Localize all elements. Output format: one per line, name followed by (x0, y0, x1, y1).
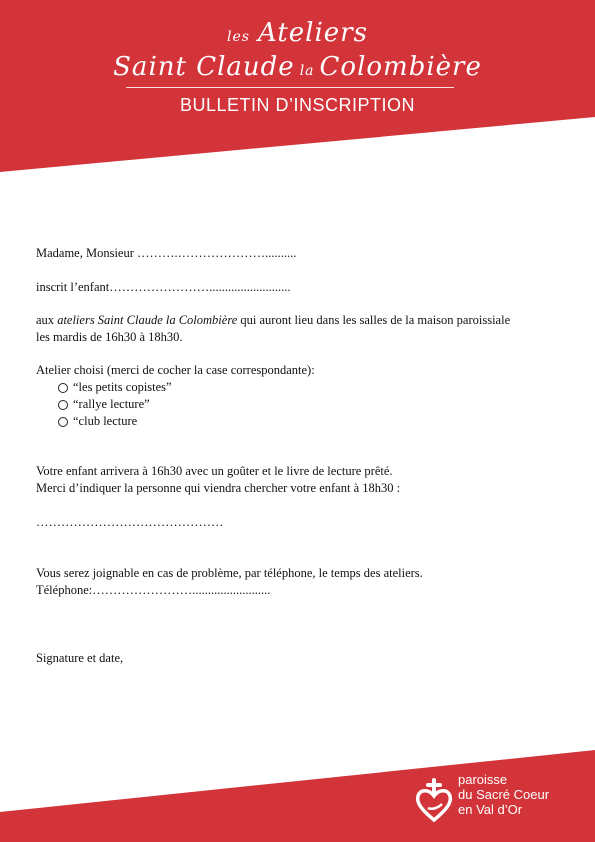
pickup-person-field[interactable]: ……………………………………… (36, 515, 224, 529)
option-rallye-lecture[interactable] (58, 396, 566, 413)
child-field-line[interactable]: inscrit l’enfant…………………….......................... (36, 280, 291, 294)
header-subtitle: BULLETIN D’INSCRIPTION (179, 95, 416, 115)
aux-line2: les mardis de 16h30 à 18h30. (36, 330, 183, 344)
workshop-info-paragraph (36, 312, 566, 346)
checkbox-circle-icon[interactable] (58, 400, 68, 410)
arrive-line2: Merci d’indiquer la personne qui viendra chercher votre enfant à 18h30 : (36, 481, 401, 495)
header-divider (126, 87, 454, 88)
atelier-choice-section (36, 362, 566, 430)
header-les: les (227, 29, 250, 45)
header-title-line2 (0, 52, 595, 82)
signature-line[interactable]: Signature et date, (36, 651, 124, 665)
header-title-line1 (0, 18, 595, 48)
parish-line1: paroisse (458, 772, 508, 787)
parish-name (458, 772, 549, 817)
arrive-line1: Votre enfant arrivera à 16h30 avec un goûter et le livre de lecture prêté. (36, 464, 393, 478)
aux-suffix: qui auront lieu dans les salles de la maison paroissiale (237, 313, 511, 327)
header-saint-claude: Saint Claude (113, 52, 295, 82)
cross-heart-icon (414, 776, 454, 824)
phone-line1: Vous serez joignable en cas de problème, par téléphone, le temps des ateliers. (36, 566, 423, 580)
option-label: “les petits copistes” (73, 380, 172, 394)
aux-prefix: aux (36, 313, 58, 327)
phone-section (36, 565, 566, 599)
name-field-line[interactable]: Madame, Monsieur ……….………………….......... (36, 246, 297, 260)
header-la: la (299, 63, 315, 79)
arrival-paragraph (36, 463, 566, 497)
option-label: “rallye lecture” (73, 397, 150, 411)
option-label: “club lecture (73, 414, 138, 428)
aux-italic: ateliers Saint Claude la Colombière (57, 313, 238, 327)
checkbox-circle-icon[interactable] (58, 417, 68, 427)
parish-line3: en Val d’Or (458, 802, 523, 817)
option-petits-copistes[interactable] (58, 379, 566, 396)
atelier-label: Atelier choisi (merci de cocher la case correspondante): (36, 363, 315, 377)
checkbox-circle-icon[interactable] (58, 383, 68, 393)
option-club-lecture[interactable] (58, 413, 566, 430)
header-ateliers: Ateliers (258, 18, 368, 48)
phone-field-line[interactable]: Téléphone:……………………......................... (36, 583, 271, 597)
header-colombiere: Colombière (319, 52, 482, 82)
parish-line2: du Sacré Coeur (458, 787, 550, 802)
